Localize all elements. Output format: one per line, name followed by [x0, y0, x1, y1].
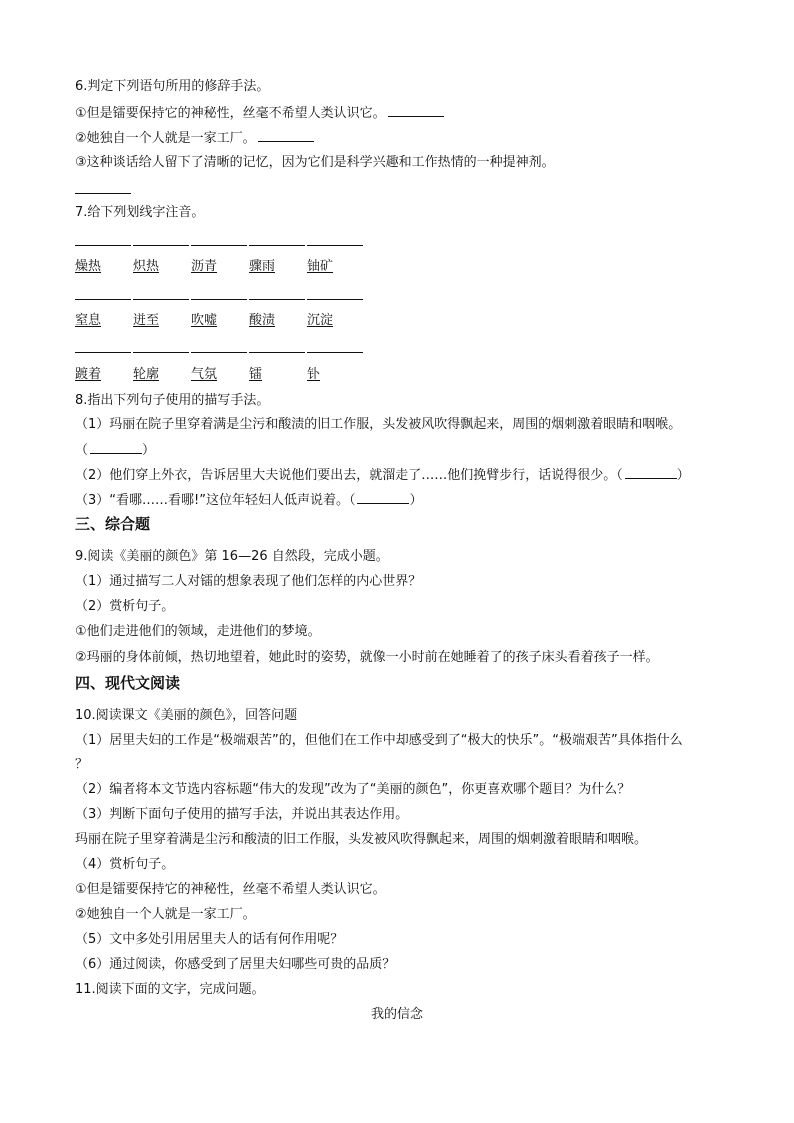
q7-word: 踱着 — [75, 367, 102, 382]
q8-item-3-text: （3）“看哪……看哪!”这位年轻妇人低声说着。（ — [75, 493, 356, 508]
q10-line: （4）赏析句子。 — [75, 857, 175, 872]
q10-line: （5）文中多处引用居里夫人的话有何作用呢？ — [75, 932, 344, 947]
q6-item-2-text: ②她独自一个人就是一家工厂。 — [75, 131, 256, 146]
paren: ） — [142, 443, 156, 458]
q10-line: 玛丽在院子里穿着满是尘污和酸渍的旧工作服，头发被风吹得飘起来，周围的烟刺激着眼睛和咽喉。 — [75, 832, 648, 847]
q7-word: 燥热 — [75, 259, 102, 274]
answer-blank[interactable] — [357, 492, 409, 504]
answer-blank[interactable] — [625, 467, 677, 479]
section-heading-3: 三、综合题 — [75, 515, 151, 533]
q7-word: 沉淀 — [307, 313, 334, 328]
answer-blank[interactable] — [75, 193, 131, 194]
q10-line: （3）判断下面句子使用的描写手法，并说出其表达作用。 — [75, 807, 409, 822]
q8-title: 8.指出下列句子使用的描写手法。 — [75, 393, 270, 408]
q8-item-2-text: （2）他们穿上外衣，告诉居里大夫说他们要出去，就溜走了……他们挽臂步行，话说得很少。（ — [75, 468, 623, 483]
q9-line: （1）通过描写二人对镭的想象表现了他们怎样的内心世界？ — [75, 574, 422, 589]
q7-word: 窒息 — [75, 313, 102, 328]
q6-item-1-text: ①但是镭要保持它的神秘性，丝毫不希望人类认识它。 — [75, 106, 386, 121]
q7-word: 沥青 — [191, 259, 218, 274]
q7-word: 酸渍 — [249, 313, 276, 328]
q7-word: 铀矿 — [307, 259, 334, 274]
q7-word: 轮廓 — [133, 367, 160, 382]
q7-word: 气氛 — [191, 367, 218, 382]
q9-line: ①他们走进他们的领域，走进他们的梦境。 — [75, 624, 321, 639]
q7-word: 炽热 — [133, 259, 160, 274]
q7-word: 骤雨 — [249, 259, 276, 274]
q9-line: （2）赏析句子。 — [75, 599, 175, 614]
q7-word: 迸至 — [133, 313, 160, 328]
q6-item-1 — [75, 105, 444, 122]
q8-item-1-answer — [75, 442, 155, 459]
q9-line: ②玛丽的身体前倾，热切地望着，她此时的姿势，就像一小时前在她睡着了的孩子床头看着孩子一样。 — [75, 650, 659, 665]
answer-blank[interactable] — [90, 442, 142, 454]
q6-item-2 — [75, 130, 314, 147]
q8-item-1: （1）玛丽在院子里穿着满是尘污和酸渍的旧工作服，头发被风吹得飘起来，周围的烟刺激着眼睛和咽喉。 — [75, 417, 682, 432]
paren: ） — [676, 468, 690, 483]
q7-word: 吹嘘 — [191, 313, 218, 328]
section-heading-4: 四、现代文阅读 — [75, 674, 181, 692]
q8-item-2 — [75, 467, 690, 484]
q9-title: 9.阅读《美丽的颜色》第 16—26 自然段，完成小题。 — [75, 549, 389, 564]
q10-line: ②她独自一个人就是一家工厂。 — [75, 907, 256, 922]
answer-blank[interactable] — [388, 105, 444, 117]
q10-title: 10.阅读课文《美丽的颜色》，回答问题 — [75, 708, 298, 723]
paren: （ — [75, 443, 89, 458]
passage-title: 我的信念 — [370, 1007, 423, 1022]
q10-line: （2）编者将本文节选内容标题“伟大的发现”改为了“美丽的颜色”，你更喜欢哪个题目？为什么？ — [75, 782, 631, 797]
q10-line: （1）居里夫妇的工作是“极端艰苦”的，但他们在工作中却感受到了“极大的快乐”。“极端艰苦”具体指什么 — [75, 733, 683, 748]
q8-item-3 — [75, 492, 422, 509]
q6-title: 6.判定下列语句所用的修辞手法。 — [75, 79, 270, 94]
q10-line: ？ — [75, 757, 89, 772]
q7-word: 钋 — [307, 367, 321, 382]
q7-title: 7.给下列划线字注音。 — [75, 205, 205, 220]
q11-title: 11.阅读下面的文字，完成问题。 — [75, 982, 265, 997]
q10-line: ①但是镭要保持它的神秘性，丝毫不希望人类认识它。 — [75, 882, 386, 897]
answer-blank[interactable] — [258, 130, 314, 142]
q10-line: （6）通过阅读，你感受到了居里夫妇哪些可贵的品质？ — [75, 957, 396, 972]
paren: ） — [409, 493, 423, 508]
q7-word: 镭 — [249, 367, 263, 382]
q6-item-3: ③这种谈话给人留下了清晰的记忆，因为它们是科学兴趣和工作热情的一种提神剂。 — [75, 155, 555, 170]
